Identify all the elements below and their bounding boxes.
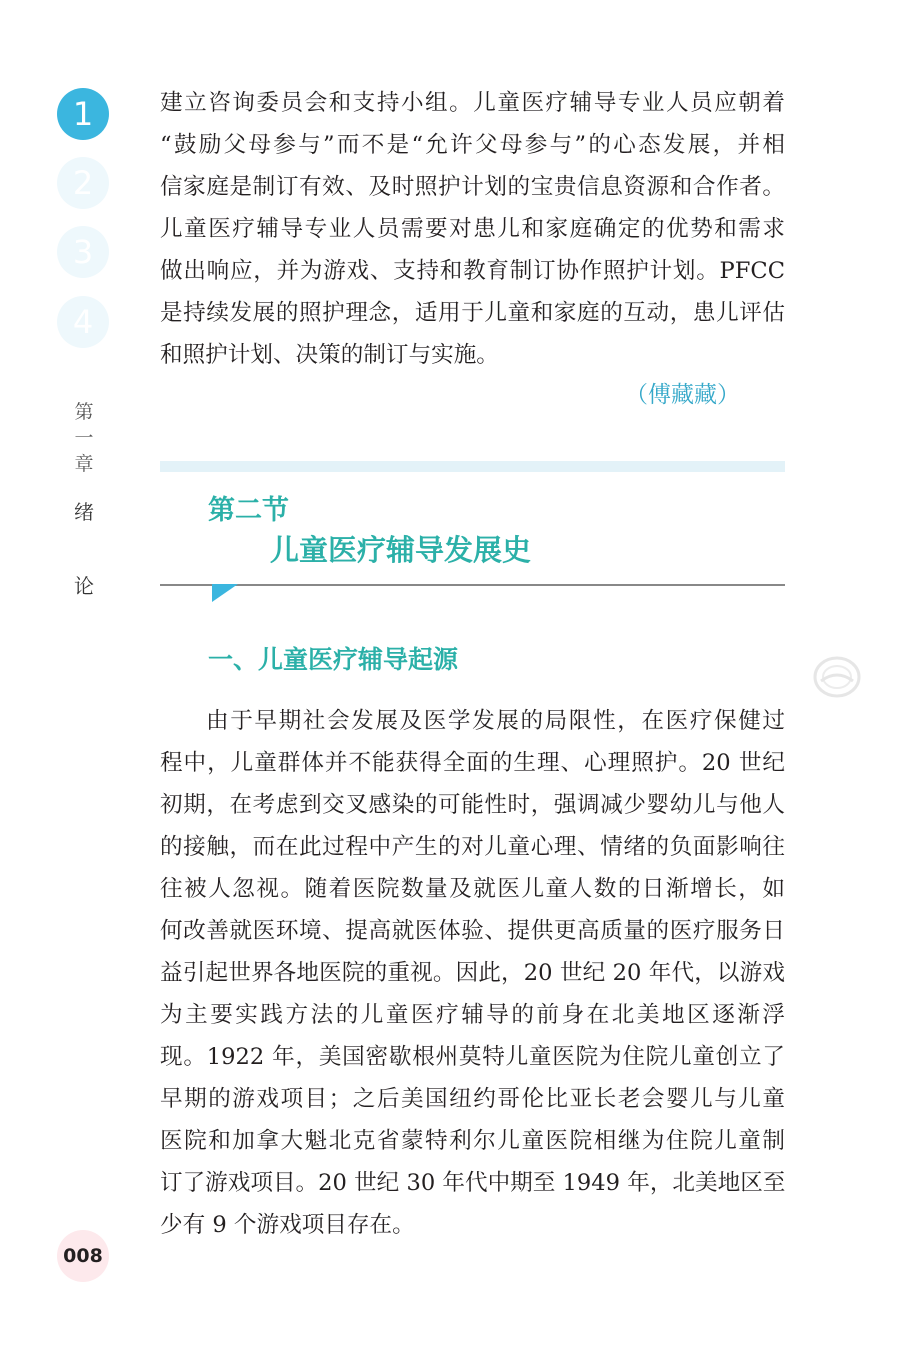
- chapter-title-char: 论: [74, 574, 94, 598]
- paragraph-line: 程中，儿童群体并不能获得全面的生理、心理照护。20 世纪: [160, 750, 785, 776]
- paragraph-line: 订了游戏项目。20 世纪 30 年代中期至 1949 年，北美地区至: [160, 1170, 786, 1196]
- paragraph-line: 早期的游戏项目；之后美国纽约哥伦比亚长老会婴儿与儿童: [160, 1086, 785, 1112]
- paragraph-line: 的接触，而在此过程中产生的对儿童心理、情绪的负面影响往: [160, 834, 785, 860]
- section-number: 第二节: [208, 495, 289, 526]
- paragraph-line: 儿童医疗辅导专业人员需要对患儿和家庭确定的优势和需求: [160, 216, 785, 242]
- chapter-1-badge: 1: [57, 88, 109, 140]
- paragraph-line: 少有 9 个游戏项目存在。: [160, 1212, 415, 1238]
- section-rule: [160, 584, 785, 586]
- paragraph-line: 做出响应，并为游戏、支持和教育制订协作照护计划。PFCC: [160, 258, 785, 284]
- chapter-title-char: 绪: [74, 500, 94, 524]
- section-title: 儿童医疗辅导发展史: [270, 533, 532, 567]
- chapter-2-badge: 2: [57, 157, 109, 209]
- paragraph-line: 现。1922 年，美国密歇根州莫特儿童医院为住院儿童创立了: [160, 1044, 785, 1070]
- paragraph-line: 初期，在考虑到交叉感染的可能性时，强调减少婴幼儿与他人: [160, 792, 785, 818]
- paragraph-line: 益引起世界各地医院的重视。因此，20 世纪 20 年代，以游戏: [160, 960, 785, 986]
- paragraph-line: 是持续发展的照护理念，适用于儿童和家庭的互动，患儿评估: [160, 300, 785, 326]
- paragraph-line: 往被人忽视。随着医院数量及就医儿童人数的日渐增长，如: [160, 876, 785, 902]
- paragraph-line: 为主要实践方法的儿童医疗辅导的前身在北美地区逐渐浮: [160, 1002, 785, 1028]
- page-number: 008: [57, 1230, 109, 1282]
- paragraph-line: 医院和加拿大魁北克省蒙特利尔儿童医院相继为住院儿童制: [160, 1128, 785, 1154]
- paragraph-line: 建立咨询委员会和支持小组。儿童医疗辅导专业人员应朝着: [160, 90, 785, 116]
- chapter-label-char: 第: [74, 401, 94, 423]
- publisher-logo-icon: [812, 655, 862, 699]
- paragraph-line: 何改善就医环境、提高就医体验、提供更高质量的医疗服务日: [160, 918, 785, 944]
- paragraph-line: 由于早期社会发展及医学发展的局限性，在医疗保健过: [206, 708, 785, 734]
- paragraph-line: 和照护计划、决策的制订与实施。: [160, 342, 499, 368]
- chapter-label-char: 一: [74, 427, 94, 449]
- top-paragraph: [160, 82, 785, 376]
- subsection-heading: 一、儿童医疗辅导起源: [208, 645, 459, 674]
- paragraph-line: 信家庭是制订有效、及时照护计划的宝贵信息资源和合作者。: [160, 174, 785, 200]
- chapter-label-char: 章: [74, 453, 94, 475]
- author-credit: （傅藏藏）: [625, 382, 740, 408]
- section-marker-icon: [210, 584, 240, 604]
- chapter-4-badge: 4: [57, 296, 109, 348]
- section-band: [160, 461, 785, 472]
- chapter-3-badge: 3: [57, 226, 109, 278]
- paragraph-line: “鼓励父母参与”而不是“允许父母参与”的心态发展，并相: [160, 132, 785, 158]
- main-paragraph: [160, 700, 785, 1246]
